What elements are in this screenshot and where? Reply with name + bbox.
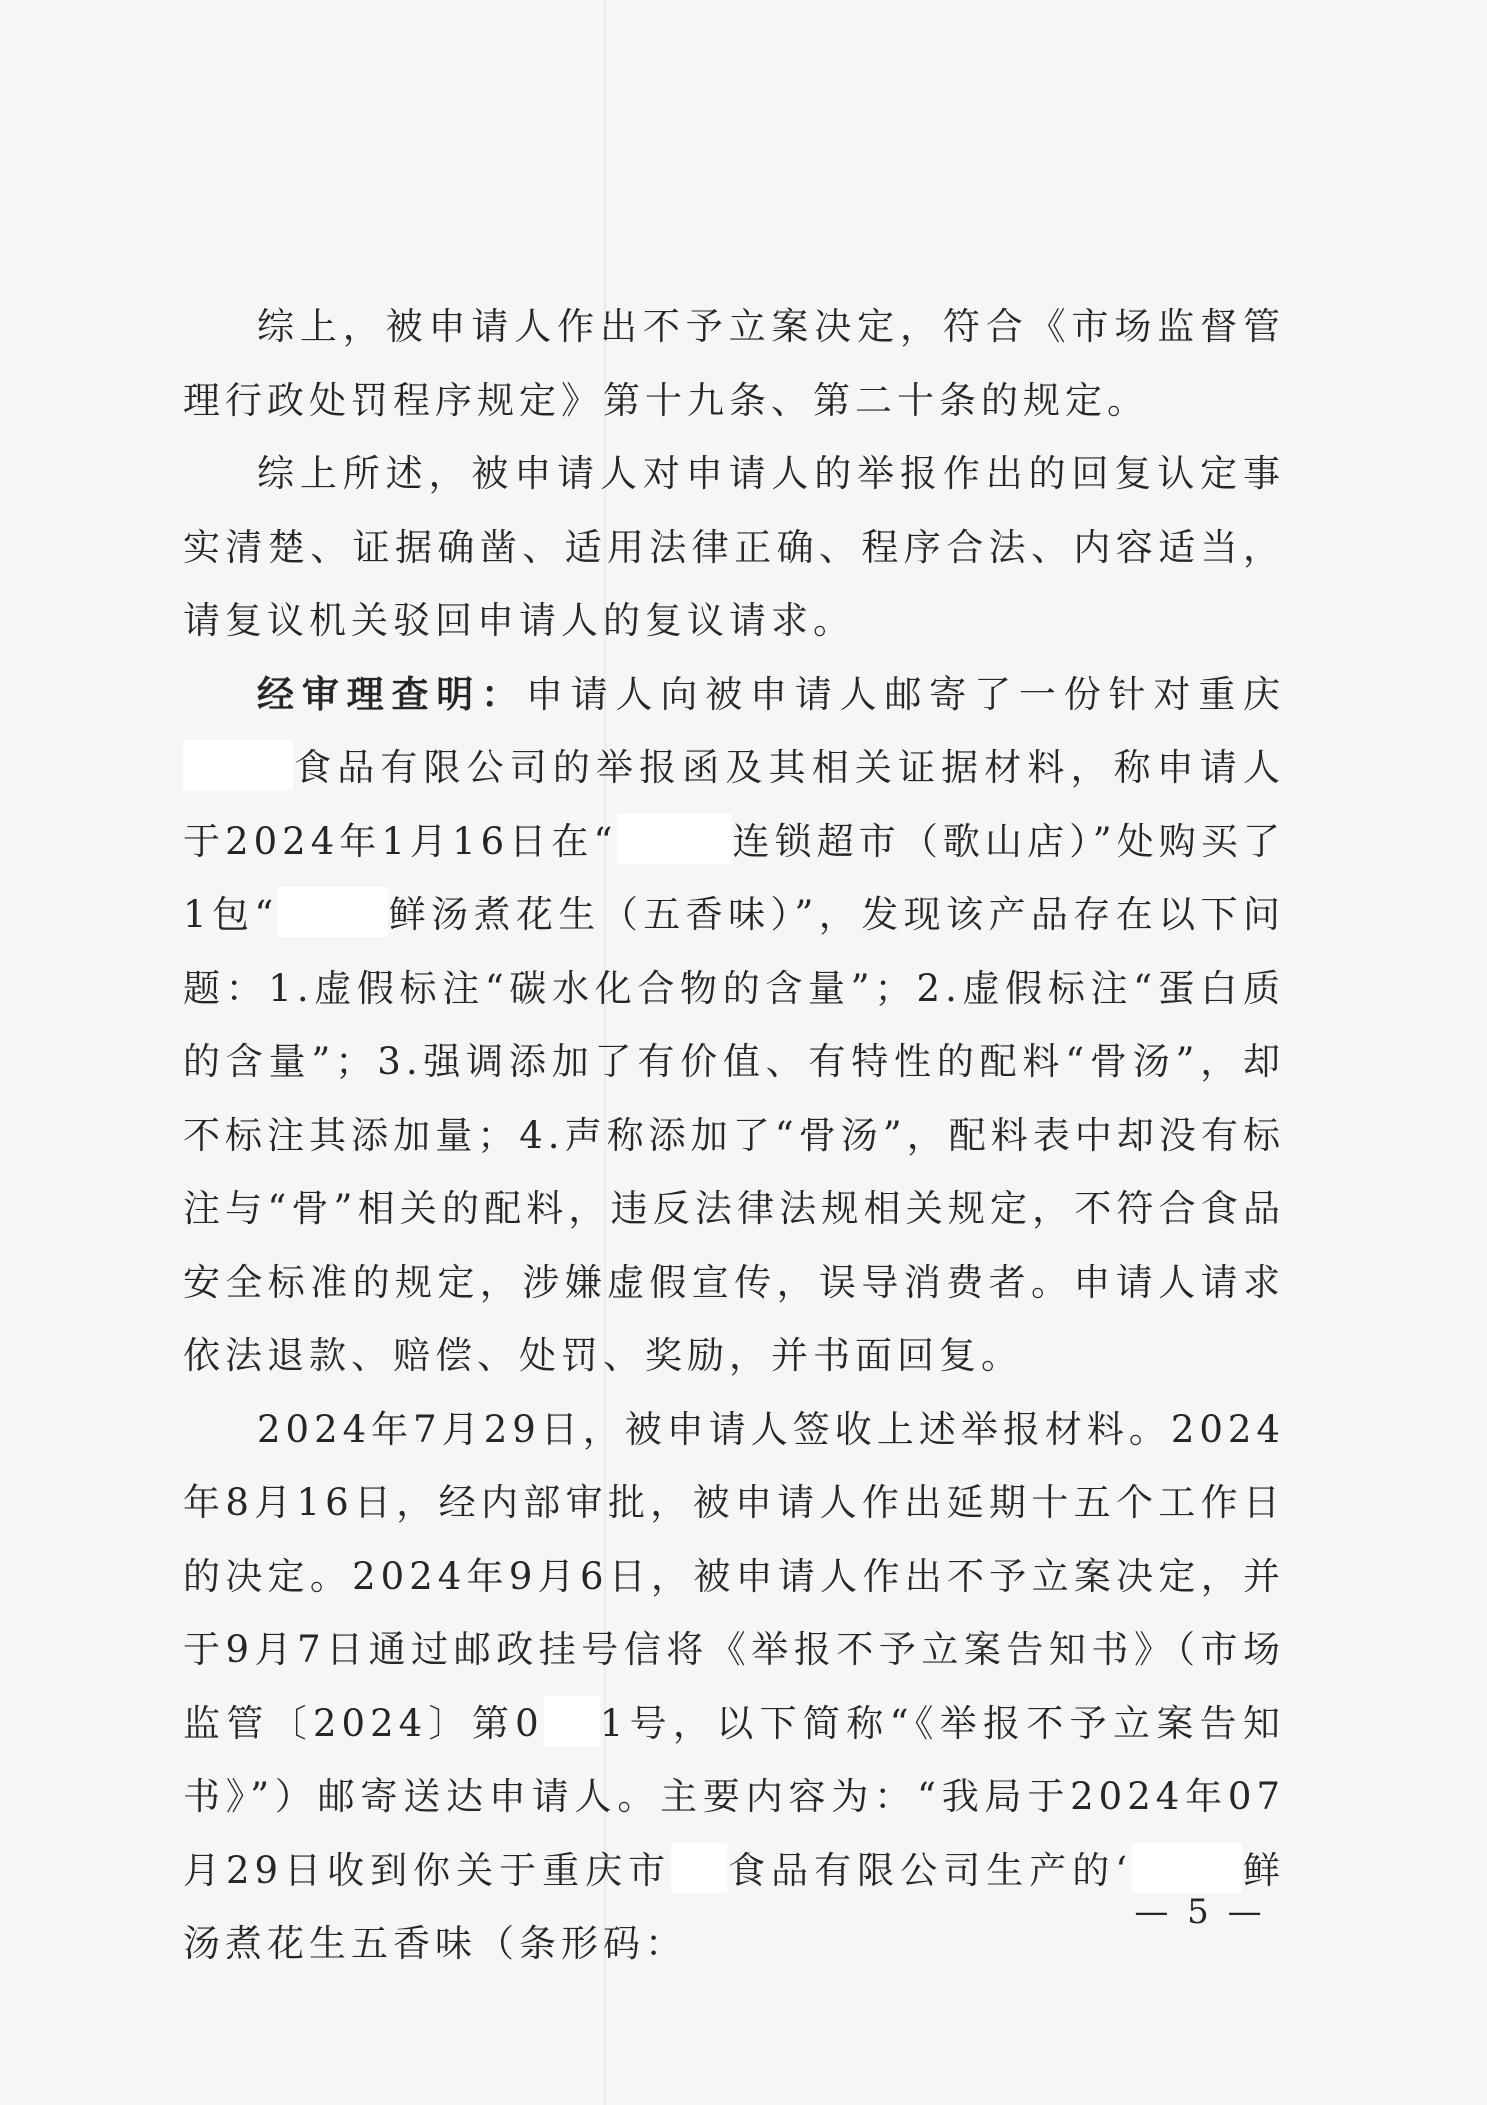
redaction-block <box>354 887 388 937</box>
redaction-block <box>544 1696 600 1746</box>
redaction-block <box>671 1843 727 1893</box>
paragraph-findings: 经审理查明：申请人向被申请人邮寄了一份针对重庆食品有限公司的举报函及其相关证据材料，称申请人于2024年1月16日在“ 连锁超市（歌山店）”处购买了1包“ 鲜汤煮花生（五香味）”，发现该产品存在以下问题：1.虚假标注“碳水化合物的含量”；2.虚假标注“蛋白质的含量”；3.强调添加了有价值、有特性的配料“骨汤”，却不标注其添加量；4.声称添加了“骨汤”，配料表中却没有标注与“骨”相关的配料，违反法律法规相关规定，不符合食品安全标准的规定，涉嫌虚假宣传，误导消费者。申请人请求依法退款、赔偿、处罚、奖励，并书面回复。 <box>183 672 1286 1377</box>
redaction-block <box>617 814 732 864</box>
redaction-block <box>183 740 293 790</box>
redaction-block <box>278 887 354 937</box>
paragraph-procedure: 2024年7月29日，被申请人签收上述举报材料。2024年8月16日，经内部审批，被申请人作出延期十五个工作日的决定。2024年9月6日，被申请人作出不予立案决定，并于9月7日通过邮政挂号信将《举报不予立案告知书》（市场监管〔2024〕第0 1号，以下简称“《举报不予立案告知书》”）邮寄送达申请人。主要内容为：“我局于2024年07月29日收到你关于重庆市 食品有限公司生产的‘ 鲜汤煮花生五香味（条形码： <box>183 1407 1285 1965</box>
redaction-block <box>1132 1843 1242 1893</box>
paragraph-conclusion-2: 综上所述，被申请人对申请人的举报作出的回复认定事实清楚、证据确凿、适用法律正确、程序合法、内容适当，请复议机关驳回申请人的复议请求。 <box>183 452 1285 642</box>
findings-label: 经审理查明： <box>257 672 526 716</box>
document-body <box>183 290 1285 1981</box>
page-number: — 5 — <box>1134 1892 1266 1932</box>
paragraph-conclusion-1: 综上，被申请人作出不予立案决定，符合《市场监督管理行政处罚程序规定》第十九条、第二十条的规定。 <box>183 305 1285 422</box>
